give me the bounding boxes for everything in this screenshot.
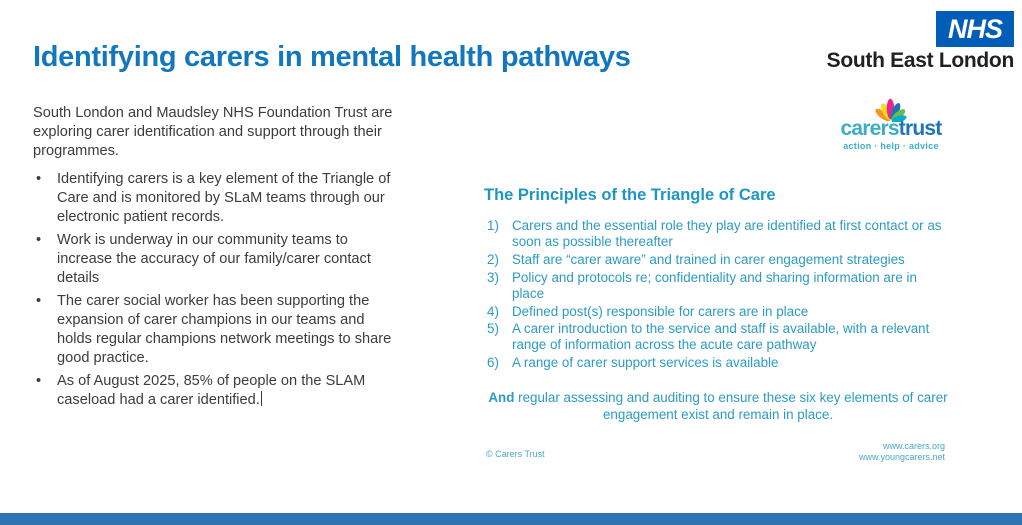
text-cursor <box>261 391 263 406</box>
principle-number: 1) <box>487 218 499 233</box>
principle-number: 2) <box>487 251 499 267</box>
principle-text: Carers and the essential role they play are identified at first contact or as soon as possible thereafter <box>512 218 942 249</box>
principles-footnote <box>484 390 952 423</box>
principle-text: Defined post(s) responsible for carers are in place <box>512 303 809 319</box>
principle-item <box>484 321 952 353</box>
nhs-logo <box>827 11 1014 73</box>
principle-item <box>484 218 952 250</box>
principle-item <box>484 270 952 302</box>
bullet-list <box>33 170 403 410</box>
bottom-accent-bar <box>0 513 1022 525</box>
principles-panel <box>484 185 952 423</box>
principle-item <box>484 304 952 320</box>
bullet-text: Identifying carers is a key element of the Triangle of Care and is monitored by SLaM teams through our electronic patient records. <box>57 171 391 225</box>
principle-number: 3) <box>487 269 499 285</box>
principle-number: 6) <box>487 355 499 371</box>
bullet-text: As of August 2025, 85% of people on the SLAM caseload had a carer identified. <box>57 373 366 408</box>
bullet-text: The carer social worker has been supporting the expansion of carer champions in our teams and holds regular champions network meetings to share good practice. <box>57 293 392 366</box>
principles-list <box>484 218 952 371</box>
principle-number: 4) <box>487 303 499 319</box>
nhs-logo-icon <box>936 11 1014 47</box>
link-youngcarers-net: www.youngcarers.net <box>858 452 945 462</box>
left-text-block <box>33 104 403 414</box>
wordmark-trust: trust <box>898 117 942 140</box>
bullet-item <box>33 231 403 288</box>
principle-number: 5) <box>487 321 499 337</box>
wordmark-carers: carers <box>840 117 899 140</box>
footnote-bold: And <box>488 390 515 406</box>
slide-title: Identifying carers in mental health pathways <box>33 41 631 73</box>
intro-paragraph: South London and Maudsley NHS Foundation Trust are exploring carer identification and support through their programmes. <box>33 105 393 159</box>
bullet-text: Work is underway in our community teams to increase the accuracy of our family/carer contact details <box>57 232 371 286</box>
principle-item <box>484 252 952 268</box>
principle-text: Staff are “carer aware” and trained in carer engagement strategies <box>512 251 905 267</box>
principle-text: Policy and protocols re; confidentiality and sharing information are in place <box>512 269 917 301</box>
carers-trust-logo <box>824 95 958 151</box>
carers-trust-wordmark <box>824 118 958 139</box>
bullet-item <box>33 372 403 410</box>
link-carers-org: www.carers.org <box>882 441 945 451</box>
footnote-text: regular assessing and auditing to ensure these six key elements of carer engagement exist and remain in place. <box>514 390 948 422</box>
principle-text: A range of carer support services is available <box>512 355 779 371</box>
carers-trust-tagline: action · help · advice <box>843 141 939 151</box>
bullet-item <box>33 170 403 227</box>
nhs-region-label: South East London <box>826 49 1014 72</box>
footer-links <box>859 441 945 463</box>
bullet-item <box>33 292 403 368</box>
principle-text: A carer introduction to the service and staff is available, with a relevant range of information across the acute care pathway <box>512 321 930 353</box>
copyright-label: © Carers Trust <box>486 449 545 459</box>
nhs-acronym: NHS <box>947 14 1002 44</box>
principle-item <box>484 355 952 371</box>
principles-heading: The Principles of the Triangle of Care <box>484 186 776 204</box>
